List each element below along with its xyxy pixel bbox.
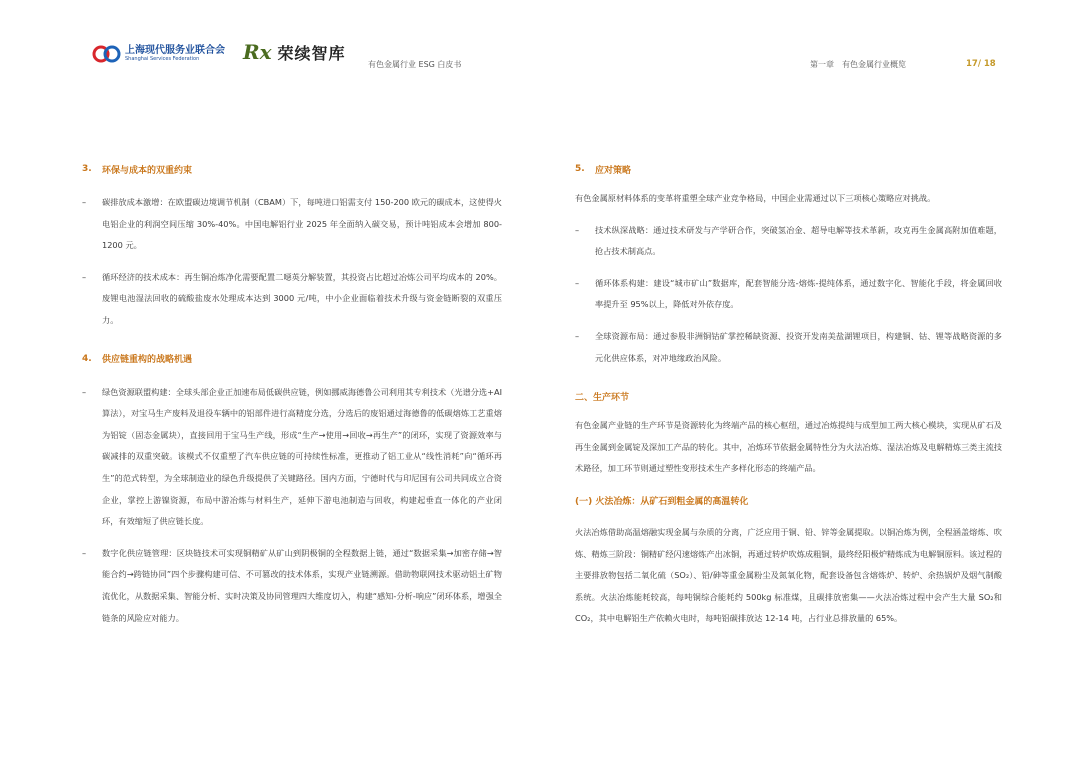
section-5-heading xyxy=(575,160,1002,178)
list-item-text: 数字化供应链管理：区块链技术可实现铜精矿从矿山到阴极铜的全程数据上链，通过“数据采集→加密存储→智能合约→跨链协同”四个步骤构建可信、不可篡改的技术体系，实现产业链溯源。借助物联网技术驱动铝土矿物流优化，从数据采集、智能分析、实时决策及协同管理四大维度切入，构建“感知-分析-响应”闭环体系，增强全链条的风险应对能力。 xyxy=(102,547,502,623)
list-item xyxy=(575,220,1002,263)
ssf-logo-icon xyxy=(92,43,122,65)
rongxu-logo-name: 荣续智库 xyxy=(277,43,346,63)
bullet-dash-icon: – xyxy=(575,277,580,288)
section-3-heading xyxy=(82,160,502,178)
list-item xyxy=(575,326,1002,369)
chapter-title: 第一章 有色金属行业概览 xyxy=(810,60,906,69)
list-item-text: 碳排放成本激增：在欧盟碳边境调节机制（CBAM）下，每吨进口铝需支付 150-200 欧元的碳成本，这使得火电铝企业的利润空间压缩 30%-40%。中国电解铝行业 2025 年全面纳入碳交易，预计吨铝成本会增加 800-1200 元。 xyxy=(102,197,502,251)
list-item xyxy=(82,267,502,332)
subsection-heading: (一) 火法冶炼：从矿石到粗金属的高温转化 xyxy=(575,496,749,507)
rongxu-logo xyxy=(243,40,346,64)
rongxu-logo-mark: Rx xyxy=(243,40,272,64)
list-item-text: 绿色资源联盟构建：全球头部企业正加速布局低碳供应链，例如挪威海德鲁公司利用其专利技术（光谱分选+AI 算法），对宝马生产废料及退役车辆中的铝部件进行高精度分选，分选后的废铝通过海德鲁的低碳熔炼工艺重熔为铝锭（固态金属块），直接回用于宝马生产线，形成“生产→使用→回收→再生产”的闭环，实现了资源效率与碳减排的双重突破。该模式不仅重塑了汽车供应链的可持续性标准，更推动了铝工业从“线性消耗”向“循环再生”的范式转型，为全球制造业的绿色升级提供了关键路径。国内方面，宁德时代与印尼国有公司共同成立合资企业，掌控上游镍资源，布局中游冶炼与材料生产，延伸下游电池制造与回收，构建起垂直一体化的产业闭环，有效缩短了供应链长度。 xyxy=(102,386,502,527)
bullet-dash-icon: – xyxy=(82,197,87,207)
production-section-heading: 二、生产环节 xyxy=(575,392,630,403)
bullet-dash-icon: – xyxy=(575,224,580,235)
bullet-dash-icon: – xyxy=(575,330,580,341)
bullet-dash-icon: – xyxy=(82,547,87,558)
page-number: 17/ 18 xyxy=(966,59,996,69)
section-title: 应对策略 xyxy=(595,165,632,176)
list-item-text: 全球资源布局：通过参股非洲铜钴矿掌控稀缺资源、投资开发南美盐湖锂项目，构建铜、钴、锂等战略资源的多元化供应体系，对冲地缘政治风险。 xyxy=(595,330,1002,363)
production-section-intro: 有色金属产业链的生产环节是资源转化为终端产品的核心枢纽，通过冶炼提纯与成型加工两大核心模块，实现从矿石及再生金属到金属锭及深加工产品的转化。其中，冶炼环节依据金属特性分为火法冶炼、湿法冶炼及电解精炼三类主流技术路径，加工环节则通过塑性变形技术生产多样化形态的终端产品。 xyxy=(575,420,1002,474)
section-number: 5. xyxy=(575,164,585,174)
bullet-dash-icon: – xyxy=(82,386,87,397)
subsection-text: 火法冶炼借助高温熔融实现金属与杂质的分离，广泛应用于铜、铅、锌等金属提取。以铜冶炼为例，全程涵盖熔炼、吹炼、精炼三阶段：铜精矿经闪速熔炼产出冰铜，再通过转炉吹炼成粗铜，最终经阳极炉精炼成为电解铜原料。该过程的主要排放物包括二氧化硫（SO₂）、铅/砷等重金属粉尘及氮氧化物，配套设备包含熔炼炉、转炉、余热锅炉及烟气制酸系统。火法冶炼能耗较高，每吨铜综合能耗约 500kg 标准煤，且碳排放密集——火法冶炼过程中会产生大量 SO₂和 CO₂，其中电解铝生产依赖火电时，每吨铝碳排放达 12-14 吨，占行业总排放量的 65%。 xyxy=(575,526,1002,624)
list-item-text: 循环经济的技术成本：再生铜冶炼净化需要配置二噁英分解装置，其投资占比超过冶炼公司平均成本的 20%。废锂电池湿法回收的硫酸盐废水处理成本达到 3000 元/吨，中小企业面临着技术升级与资金链断裂的双重压力。 xyxy=(102,271,502,325)
list-item-text: 技术纵深战略：通过技术研发与产学研合作，突破氢冶金、超导电解等技术革新，攻克再生金属高附加值难题，抢占技术制高点。 xyxy=(595,224,1002,257)
section-4-heading xyxy=(82,350,502,368)
section-title: 环保与成本的双重约束 xyxy=(102,165,193,176)
ssf-logo-en: Shanghai Services Federation xyxy=(125,56,200,62)
section-number: 4. xyxy=(82,353,92,364)
list-item-text: 循环体系构建：建设“城市矿山”数据库，配套智能分选-熔炼-提纯体系，通过数字化、智能化手段，将金属回收率提升至 95%以上，降低对外依存度。 xyxy=(595,277,1002,310)
section-title: 供应链重构的战略机遇 xyxy=(102,355,193,366)
list-item xyxy=(82,192,502,257)
section-number: 3. xyxy=(82,164,92,174)
left-column xyxy=(82,160,502,629)
list-item xyxy=(82,543,502,629)
page-header xyxy=(0,0,1080,80)
bullet-dash-icon: – xyxy=(82,271,87,282)
ssf-logo xyxy=(92,43,225,65)
right-column xyxy=(575,160,1002,630)
section-5-intro: 有色金属原材料体系的变革将重塑全球产业竞争格局，中国企业需通过以下三项核心策略应对挑战。 xyxy=(575,193,936,203)
list-item xyxy=(82,382,502,533)
ssf-logo-cn: 上海现代服务业联合会 xyxy=(125,45,225,56)
document-title: 有色金属行业 ESG 白皮书 xyxy=(368,60,462,69)
list-item xyxy=(575,273,1002,316)
